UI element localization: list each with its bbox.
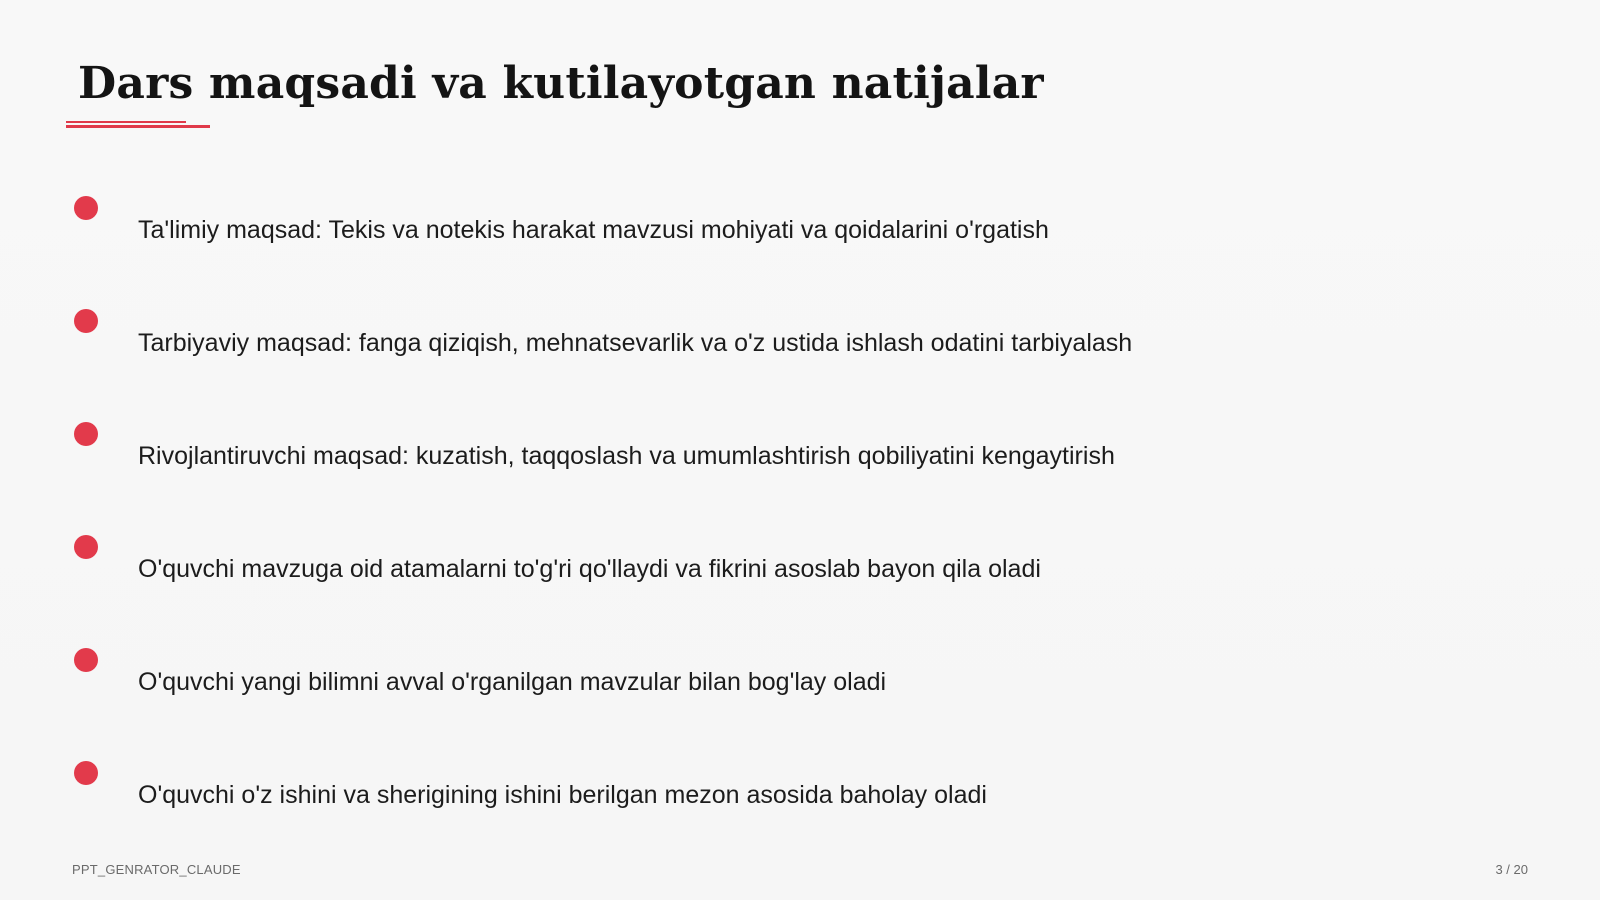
bullet-text: O'quvchi yangi bilimni avval o'rganilgan mavzular bilan bog'lay oladi bbox=[138, 668, 887, 696]
bullet-dot-icon bbox=[74, 648, 98, 672]
bullet-text: Rivojlantiruvchi maqsad: kuzatish, taqqoslash va umumlashtirish qobiliyatini kengaytirish bbox=[138, 442, 1115, 470]
footer-brand: PPT_GENRATOR_CLAUDE bbox=[72, 862, 241, 877]
list-item bbox=[74, 535, 1474, 595]
title-underline-top bbox=[66, 121, 186, 123]
list-item bbox=[74, 422, 1474, 482]
slide-title: Dars maqsadi va kutilayotgan natijalar bbox=[78, 58, 1044, 109]
bullet-text: O'quvchi o'z ishini va sherigining ishini berilgan mezon asosida baholay oladi bbox=[138, 781, 987, 809]
bullet-text: O'quvchi mavzuga oid atamalarni to'g'ri qo'llaydi va fikrini asoslab bayon qila oladi bbox=[138, 555, 1041, 583]
bullet-dot-icon bbox=[74, 535, 98, 559]
bullet-text: Tarbiyaviy maqsad: fanga qiziqish, mehnatsevarlik va o'z ustida ishlash odatini tarbiyalash bbox=[138, 329, 1133, 357]
list-item bbox=[74, 761, 1474, 821]
bullet-dot-icon bbox=[74, 422, 98, 446]
list-item bbox=[74, 648, 1474, 708]
page-indicator: 3 / 20 bbox=[1495, 862, 1528, 877]
list-item bbox=[74, 309, 1474, 369]
title-underline-bottom bbox=[66, 125, 210, 128]
list-item bbox=[74, 196, 1474, 256]
bullet-dot-icon bbox=[74, 309, 98, 333]
bullet-text: Ta'limiy maqsad: Tekis va notekis harakat mavzusi mohiyati va qoidalarini o'rgatish bbox=[138, 216, 1049, 244]
bullet-dot-icon bbox=[74, 761, 98, 785]
bullet-dot-icon bbox=[74, 196, 98, 220]
title-underline bbox=[66, 121, 210, 126]
